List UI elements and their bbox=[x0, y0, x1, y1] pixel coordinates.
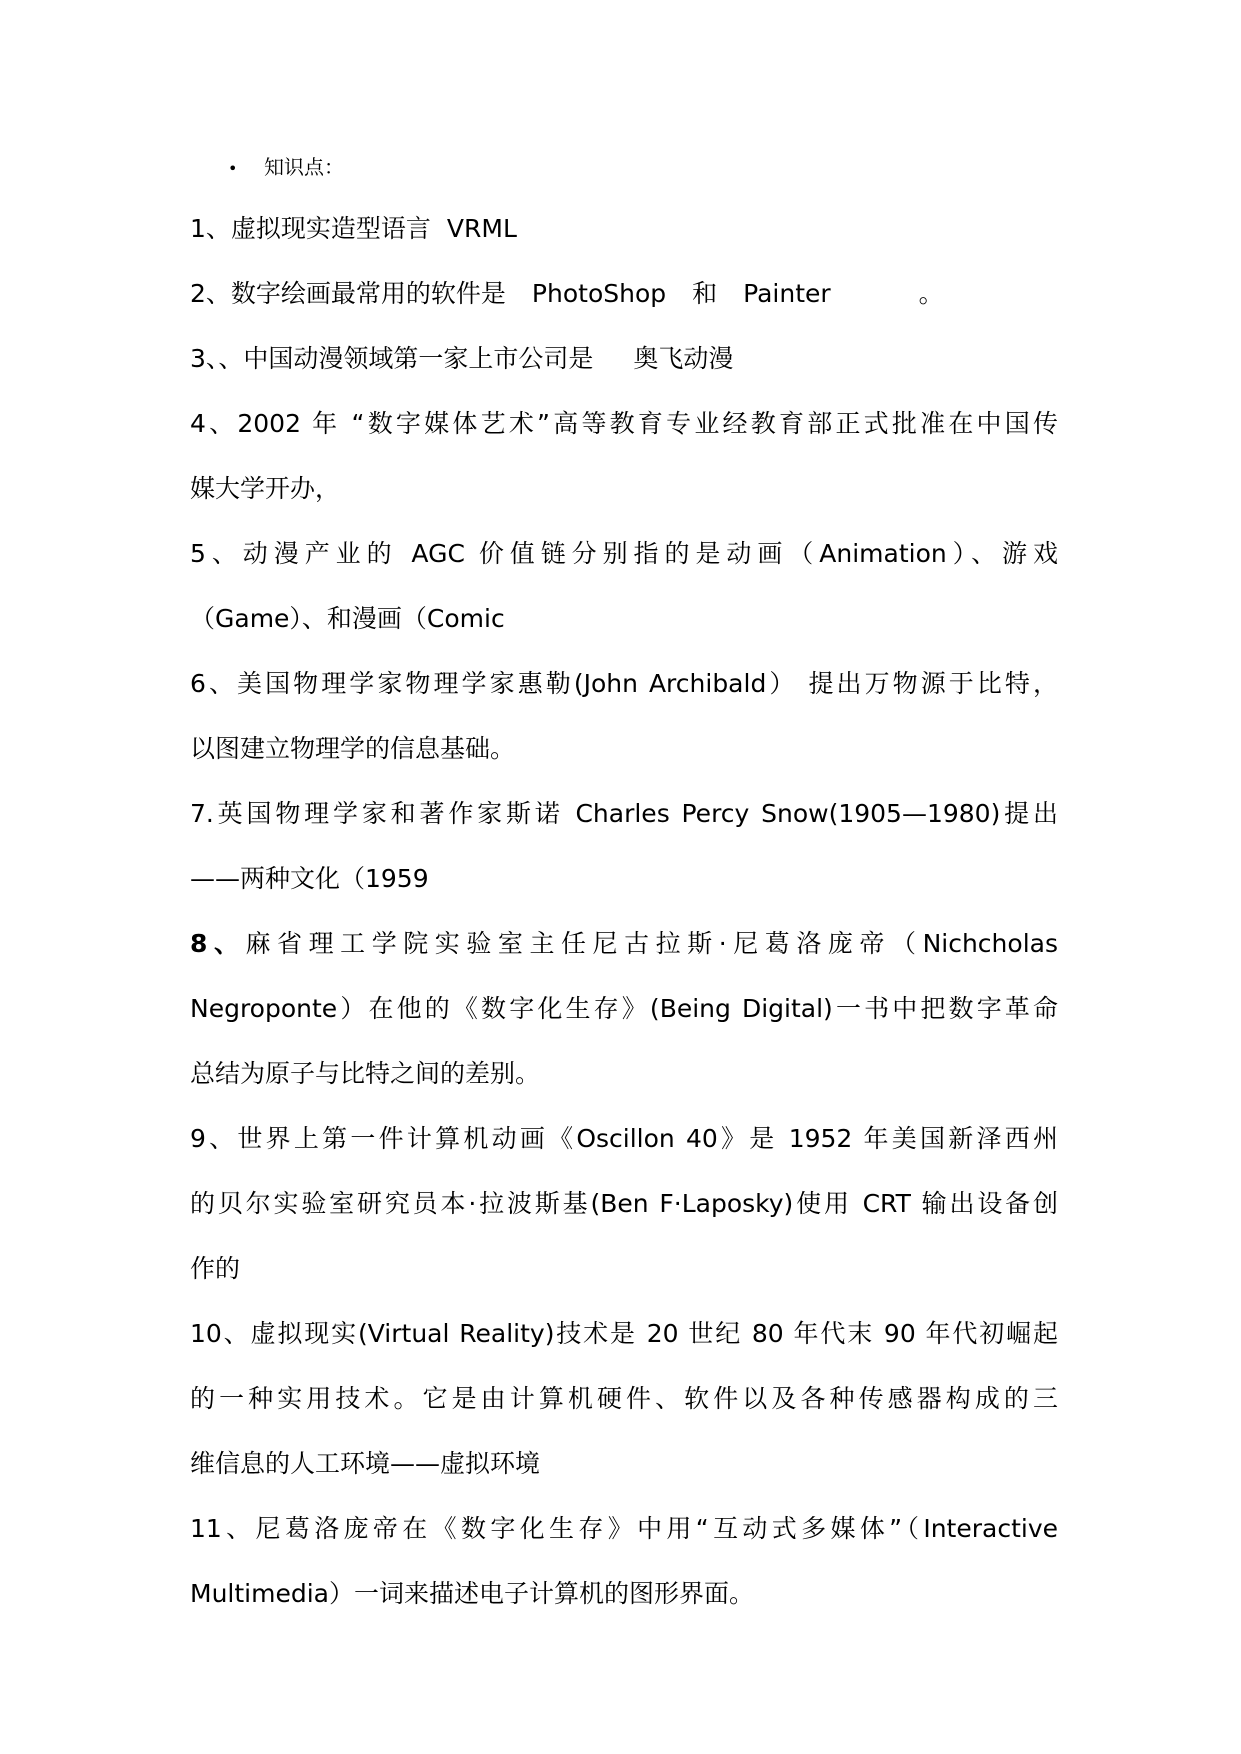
list-item-8-line-1: 8、麻省理工学院实验室主任尼古拉斯·尼葛洛庞帝（Nichcholas bbox=[190, 929, 1058, 958]
bullet-icon: • bbox=[228, 159, 238, 178]
knowledge-list bbox=[190, 196, 1058, 1626]
list-item-9-line-3: 作的 bbox=[190, 1254, 241, 1283]
answer-painter: Painter bbox=[743, 279, 831, 308]
list-item-9-line-2: 的贝尔实验室研究员本·拉波斯基(Ben F·Laposky)使用 CRT 输出设备创 bbox=[190, 1189, 1058, 1218]
list-item-8-line-2: Negroponte）在他的《数字化生存》(Being Digital)一书中把数字革命 bbox=[190, 994, 1058, 1023]
list-item-6-line-1: 6、美国物理学家物理学家惠勒(John Archibald） 提出万物源于比特， bbox=[190, 669, 1058, 698]
list-item-5-line-1: 5、动漫产业的 AGC 价值链分别指的是动画（Animation）、游戏 bbox=[190, 539, 1058, 568]
list-item-2: 2、数字绘画最常用的软件是 PhotoShop 和 Painter 。 bbox=[190, 279, 944, 308]
list-item-8-number: 8、 bbox=[190, 929, 246, 958]
list-item-1: 1、虚拟现实造型语言 VRML bbox=[190, 214, 517, 243]
list-item-7-line-2: ——两种文化（1959 bbox=[190, 864, 429, 893]
list-item-11-line-2: Multimedia）一词来描述电子计算机的图形界面。 bbox=[190, 1579, 754, 1608]
list-item-5-line-2: （Game）、和漫画（Comic bbox=[190, 604, 505, 633]
list-item-10-line-2: 的一种实用技术。它是由计算机硬件、软件以及各种传感器构成的三 bbox=[190, 1384, 1058, 1413]
list-item-3: 3、、中国动漫领域第一家上市公司是 奥飞动漫 bbox=[190, 344, 734, 373]
list-item-9-line-1: 9、世界上第一件计算机动画《Oscillon 40》是 1952 年美国新泽西州 bbox=[190, 1124, 1058, 1153]
heading-label: 知识点： bbox=[264, 155, 344, 179]
list-item-8-line-3: 总结为原子与比特之间的差别。 bbox=[190, 1059, 541, 1088]
list-item-10-line-1: 10、虚拟现实(Virtual Reality)技术是 20 世纪 80 年代末 90 年代初崛起 bbox=[190, 1319, 1058, 1348]
list-item-4-line-2: 媒大学开办， bbox=[190, 474, 341, 503]
list-item-7-line-1: 7.英国物理学家和著作家斯诺 Charles Percy Snow(1905—1980)提出 bbox=[190, 799, 1058, 828]
knowledge-points-heading bbox=[228, 153, 344, 183]
term-vrml: VRML bbox=[446, 214, 517, 243]
list-item-4-line-1: 4、2002 年 “数字媒体艺术”高等教育专业经教育部正式批准在中国传 bbox=[190, 409, 1058, 438]
list-item-11-line-1: 11、尼葛洛庞帝在《数字化生存》中用“互动式多媒体”（Interactive bbox=[190, 1514, 1058, 1543]
answer-aofei: 奥飞动漫 bbox=[633, 344, 734, 373]
list-item-10-line-3: 维信息的人工环境——虚拟环境 bbox=[190, 1449, 541, 1478]
answer-photoshop: PhotoShop bbox=[531, 279, 667, 308]
list-item-6-line-2: 以图建立物理学的信息基础。 bbox=[190, 734, 516, 763]
